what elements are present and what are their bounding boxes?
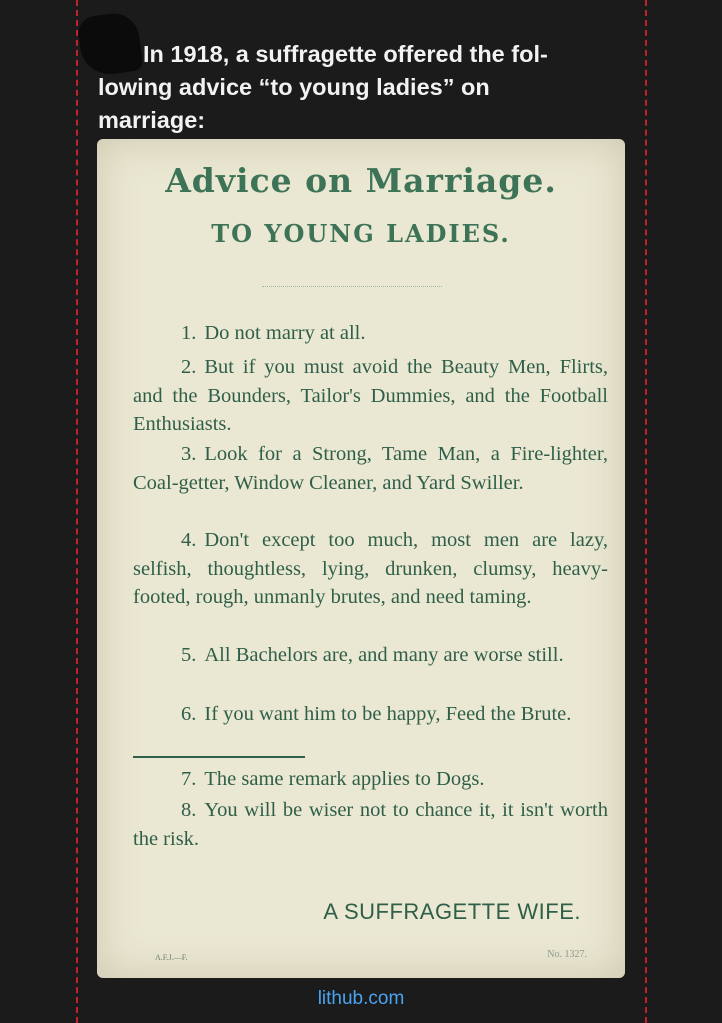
- advice-text: You will be wiser not to chance it, it isn't worth the risk.: [133, 799, 608, 850]
- advice-text: Do not marry at all.: [204, 322, 366, 344]
- advice-number: 8.: [181, 799, 197, 821]
- advice-text: If you want him to be happy, Feed the Brute.: [204, 703, 572, 725]
- advice-item-1: [133, 319, 608, 348]
- advice-item-7: [133, 765, 608, 794]
- post-headline: [98, 38, 618, 137]
- headline-line-3: marriage:: [98, 107, 206, 133]
- right-dashed-guide: [645, 0, 647, 1023]
- advice-text: But if you must avoid the Beauty Men, Flirts, and the Bounders, Tailor's Dummies, and the Football Enthusiasts.: [133, 356, 608, 435]
- publisher-mark: A.F.J.—F.: [155, 953, 188, 962]
- advice-text: Don't except too much, most men are lazy, selfish, thoughtless, lying, drunken, clumsy, heavy-footed, rough, unmanly brutes, and need taming.: [133, 529, 608, 608]
- card-subtitle: TO YOUNG LADIES.: [211, 219, 511, 248]
- advice-text: The same remark applies to Dogs.: [204, 768, 485, 790]
- advice-number: 7.: [181, 768, 197, 790]
- advice-item-2: [133, 353, 608, 439]
- headline-line-1: In 1918, a suffragette offered the fol-: [143, 41, 548, 67]
- advice-number: 4.: [181, 529, 197, 551]
- card-signature: A SUFFRAGETTE WIFE.: [323, 899, 581, 924]
- advice-number: 6.: [181, 703, 197, 725]
- advice-item-4: [133, 526, 608, 612]
- card-number: No. 1327.: [547, 949, 587, 960]
- advice-item-6: [133, 700, 608, 729]
- advice-number: 3.: [181, 443, 197, 465]
- advice-item-8: [133, 796, 608, 853]
- left-dashed-guide: [76, 0, 78, 1023]
- advice-item-5: [133, 641, 608, 670]
- advice-text: Look for a Strong, Tame Man, a Fire-lighter, Coal-getter, Window Cleaner, and Yard Swiller.: [133, 443, 608, 494]
- advice-item-3: [133, 440, 608, 497]
- postcard-image: [97, 139, 625, 978]
- feed-the-brute-underline: [133, 756, 305, 758]
- card-title: Advice on Marriage.: [165, 161, 557, 200]
- advice-number: 5.: [181, 644, 197, 666]
- card-divider: [262, 286, 442, 287]
- advice-number: 1.: [181, 322, 197, 344]
- advice-number: 2.: [181, 356, 197, 378]
- source-link[interactable]: lithub.com: [317, 988, 405, 1009]
- advice-text: All Bachelors are, and many are worse still.: [204, 644, 564, 666]
- headline-line-2: lowing advice “to young ladies” on: [98, 74, 490, 100]
